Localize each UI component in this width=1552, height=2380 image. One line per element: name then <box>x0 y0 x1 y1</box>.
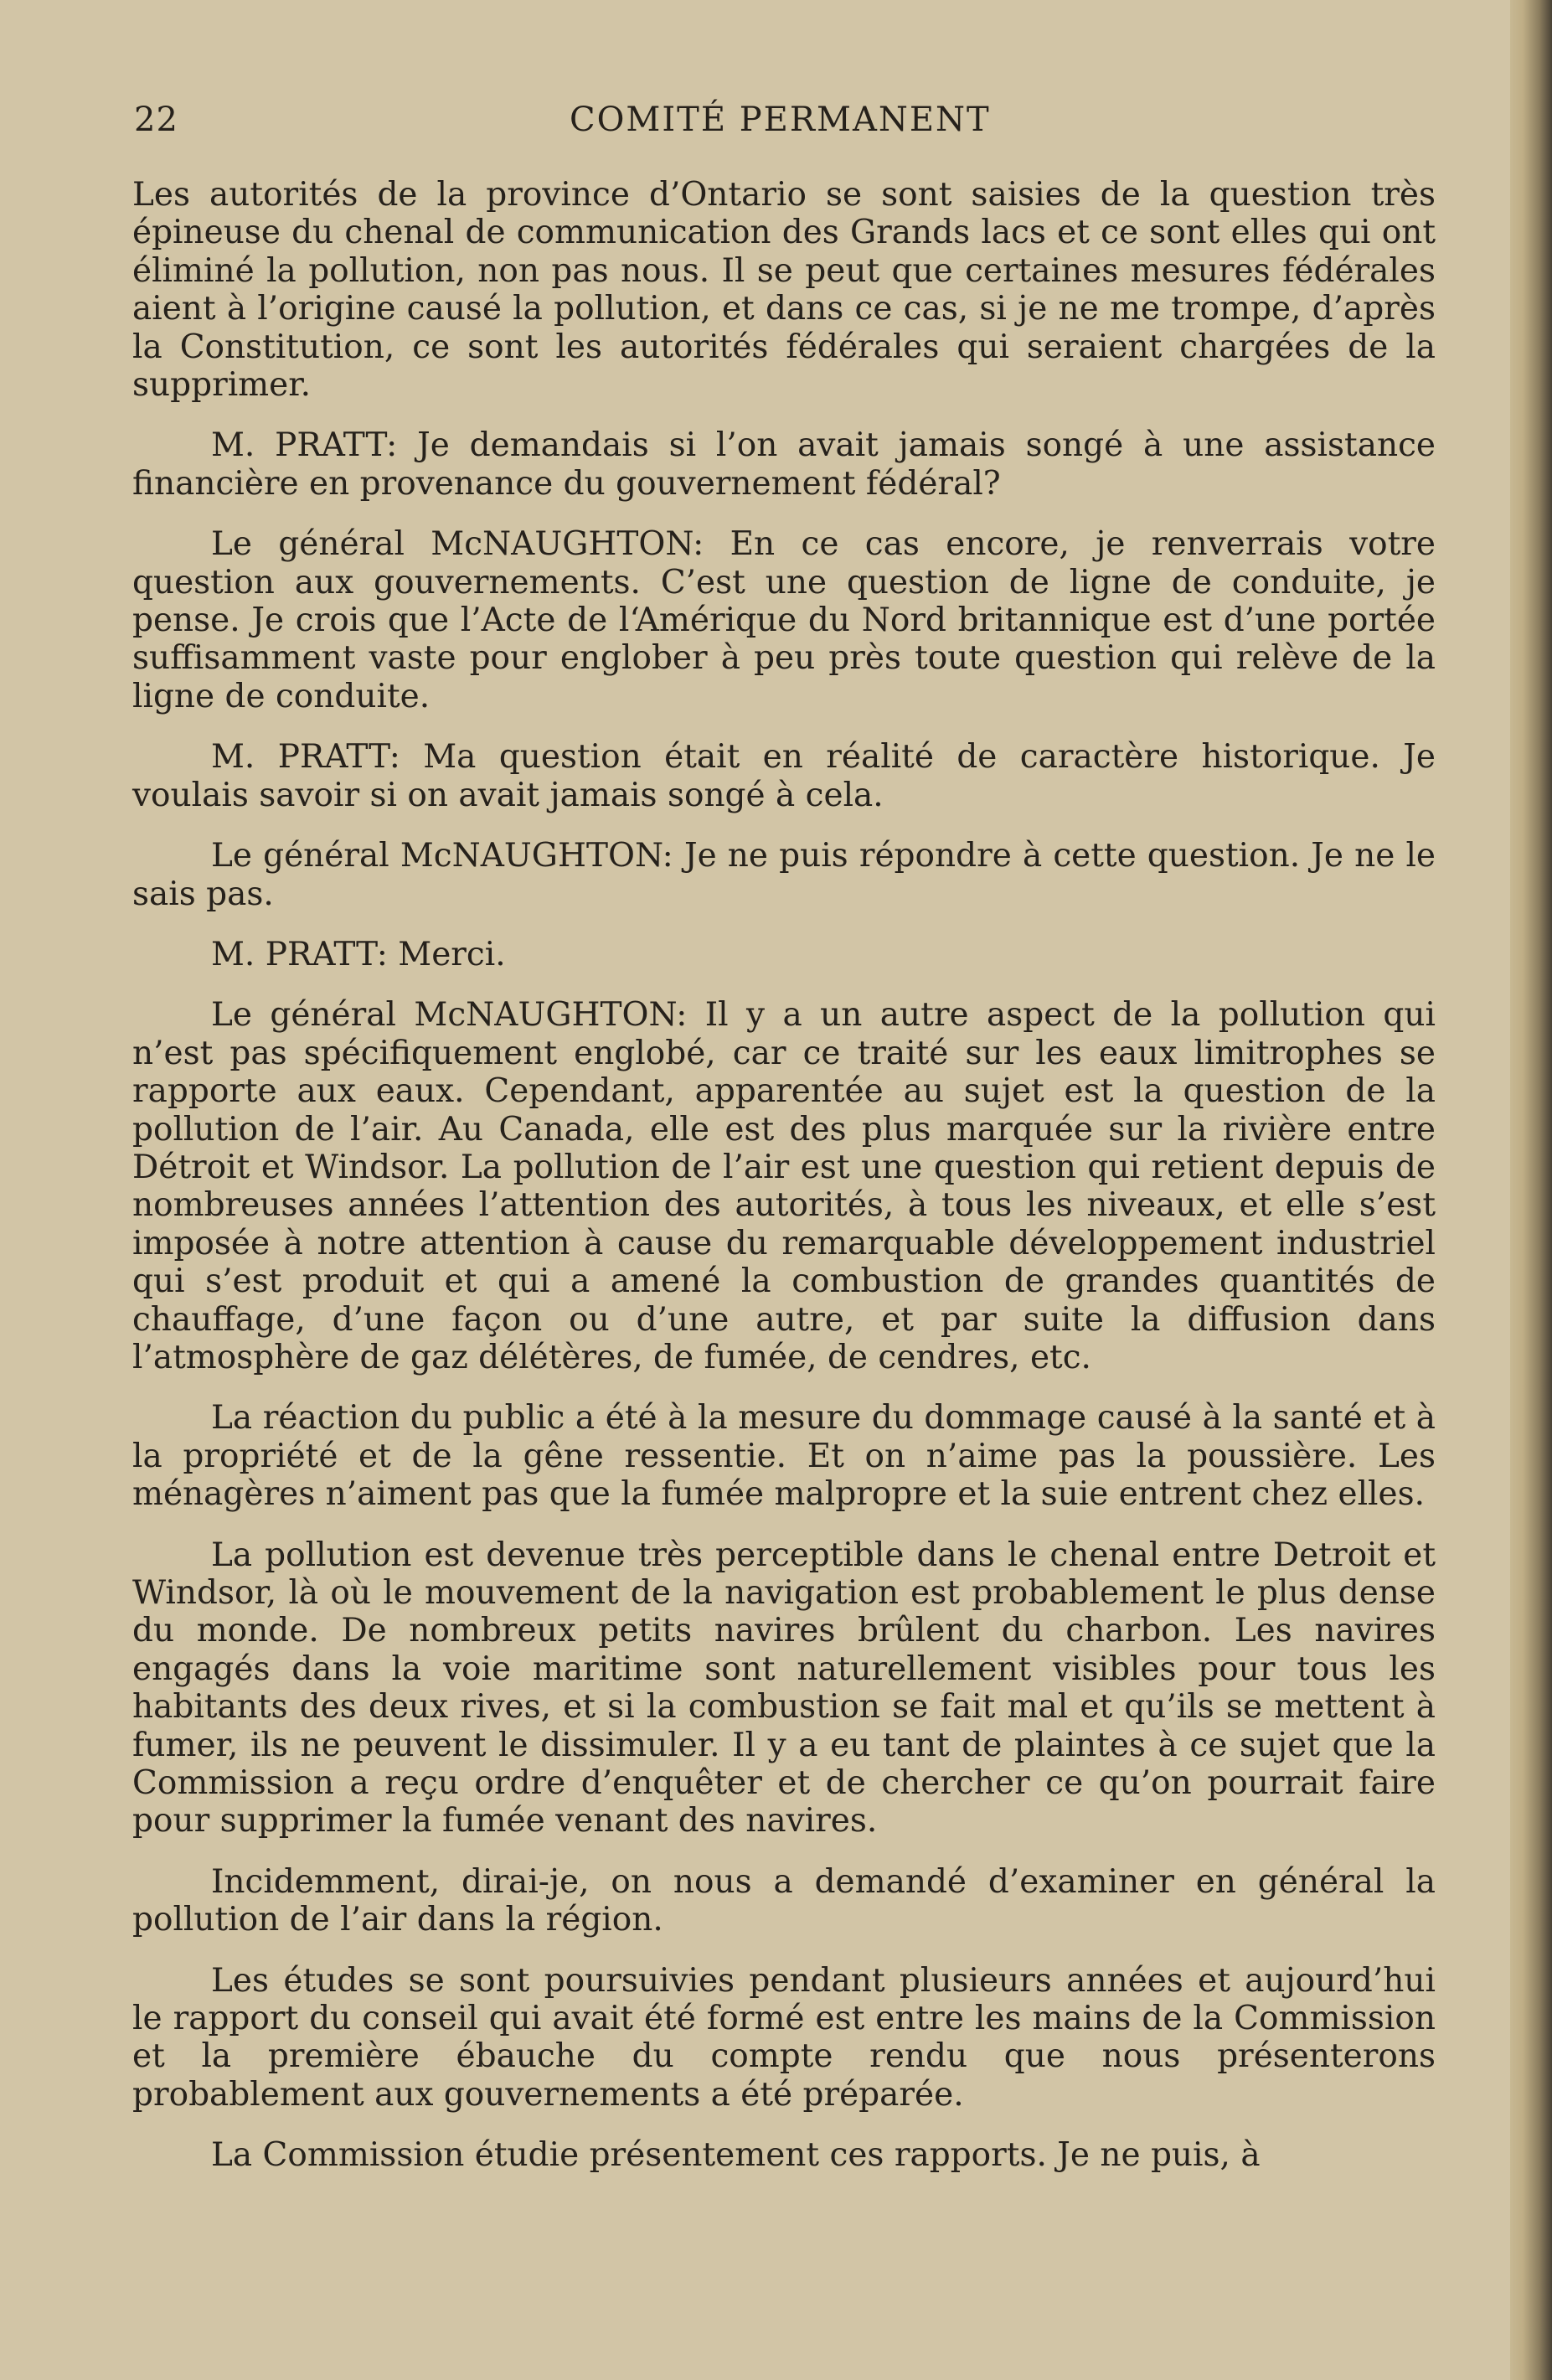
body-text <box>132 176 1436 2175</box>
paragraph: Les études se sont poursuivies pendant plusieurs années et aujourd’hui le rapport du conseil qui avait été formé est entre les mains de la Commission et la première ébauche du compte rendu que nous présenterons probablement aux gouvernements a été préparée. <box>132 1961 1436 2114</box>
paragraph: Le général McNAUGHTON: Je ne puis répondre à cette question. Je ne le sais pas. <box>132 837 1436 913</box>
page-number: 22 <box>134 101 178 139</box>
paragraph: Le général McNAUGHTON: Il y a un autre aspect de la pollution qui n’est pas spécifiquement englobé, car ce traité sur les eaux limitrophes se rapporte aux eaux. Cependant, apparentée au sujet est la question de la pollution de l’air. Au Canada, elle est des plus marquée sur la rivière entre Détroit et Windsor. La pollution de l’air est une question qui retient depuis de nombreuses années l’attention des autorités, à tous les niveaux, et elle s’est imposée à notre attention à cause du remarquable développement industriel qui s’est produit et qui a amené la combustion de grandes quantités de chauffage, d’une façon ou d’une autre, et par suite la diffusion dans l’atmosphère de gaz délétères, de fumée, de cendres, etc. <box>132 996 1436 1376</box>
page-header <box>134 101 1432 151</box>
page-edge-shadow <box>1510 0 1552 2380</box>
paragraph: M. PRATT: Ma question était en réalité de caractère historique. Je voulais savoir si on avait jamais songé à cela. <box>132 738 1436 814</box>
paragraph: Le général McNAUGHTON: En ce cas encore, je renverrais votre question aux gouvernements. C’est une question de ligne de conduite, je pense. Je crois que l’Acte de l‘Amérique du Nord britannique est d’une portée suffisamment vaste pour englober à peu près toute question qui relève de la ligne de conduite. <box>132 525 1436 715</box>
paragraph: La pollution est devenue très perceptible dans le chenal entre Detroit et Windsor, là où le mouvement de la navigation est probablement le plus dense du monde. De nombreux petits navires brûlent du charbon. Les navires engagés dans la voie maritime sont naturellement visibles pour tous les habitants des deux rives, et si la combustion se fait mal et qu’ils se mettent à fumer, ils ne peuvent le dissimuler. Il y a eu tant de plaintes à ce sujet que la Commission a reçu ordre d’enquêter et de chercher ce qu’on pourrait faire pour supprimer la fumée venant des navires. <box>132 1536 1436 1840</box>
paragraph: La Commission étudie présentement ces rapports. Je ne puis, à <box>211 2136 1261 2175</box>
paragraph: La réaction du public a été à la mesure du dommage causé à la santé et à la propriété et de la gêne ressentie. Et on n’aime pas la poussière. Les ménagères n’aiment pas que la fumée malpropre et la suie entrent chez elles. <box>132 1399 1436 1514</box>
paragraph: M. PRATT: Je demandais si l’on avait jamais songé à une assistance financière en provenance du gouvernement fédéral? <box>132 426 1436 503</box>
paragraph: Les autorités de la province d’Ontario se sont saisies de la question très épineuse du chenal de communication des Grands lacs et ce sont elles qui ont éliminé la pollution, non pas nous. Il se peut que certaines mesures fédérales aient à l’origine causé la pollution, et dans ce cas, si je ne me trompe, d’après la Constitution, ce sont les autorités fédérales qui seraient chargées de la supprimer. <box>132 176 1436 405</box>
paragraph: Incidemment, dirai-je, on nous a demandé d’examiner en général la pollution de l’air dans la région. <box>132 1862 1436 1939</box>
paragraph: M. PRATT: Merci. <box>211 935 506 973</box>
running-head: COMITÉ PERMANENT <box>570 101 991 139</box>
